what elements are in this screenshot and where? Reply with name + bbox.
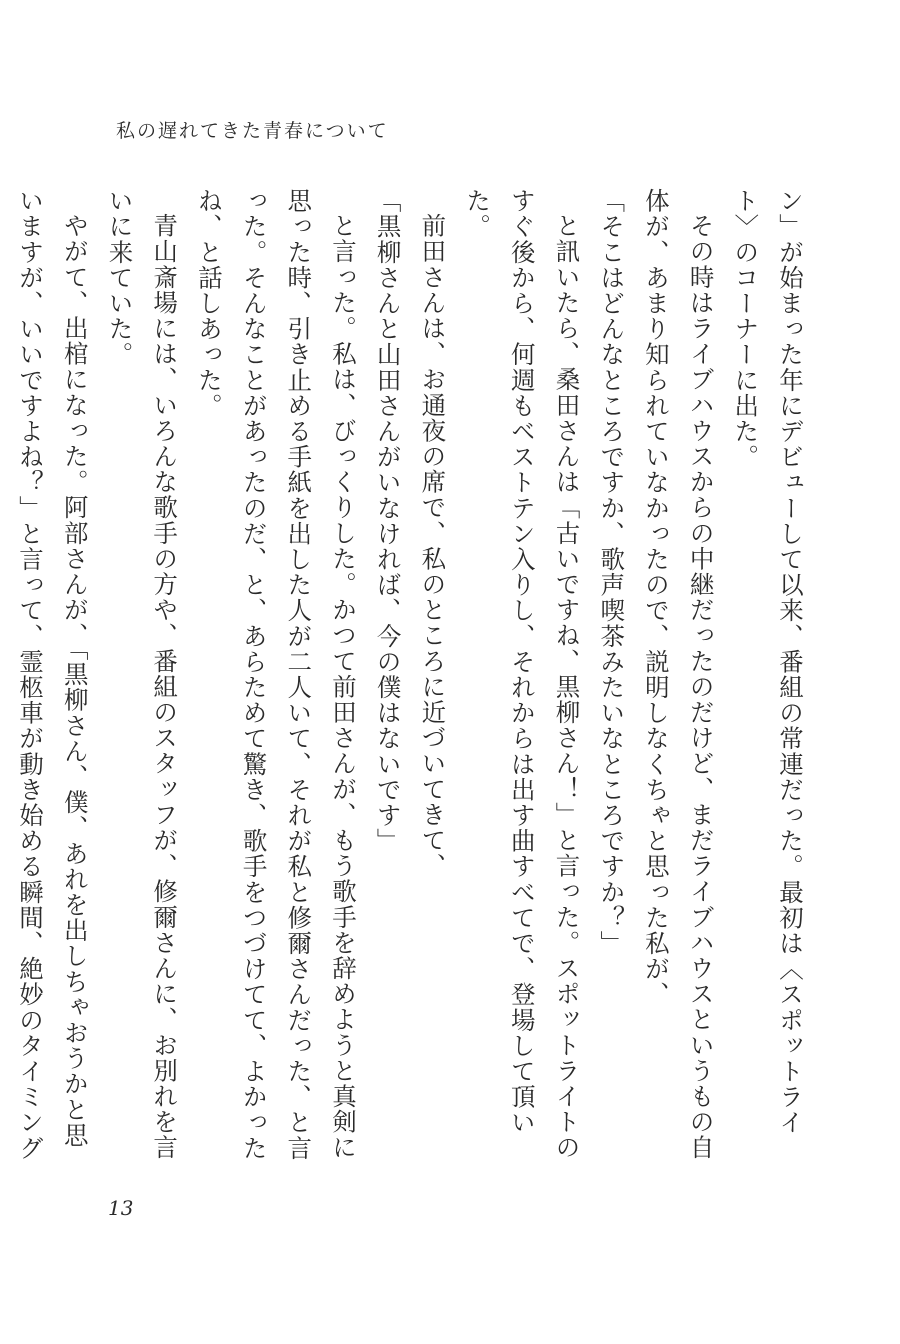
paragraph: と言った。私は、びっくりした。かつて前田さんが、もう歌手を辞めようと真剣に思った時、引き止める手紙を出した人が二人いて、それが私と修爾さんだった、と言った。そんなことがあったのだ、と、あらためて驚き、歌手をつづけてて、よかったね、と話しあった。 [194, 188, 358, 1161]
paragraph: やがて、出棺になった。阿部さんが、「黒柳さん、僕、あれを出しちゃおうかと思いますが、いいですよね？」と言って、霊柩車が動き始める瞬間、絶妙のタイミング [16, 188, 90, 1161]
paragraph: 前田さんは、お通夜の席で、私のところに近づいてきて、 [418, 212, 448, 879]
paragraph: その時はライブハウスからの中継だったのだけど、まだライブハウスというもの自体が、あまり知られていなかったので、説明しなくちゃと思った私が、 [641, 188, 716, 1160]
paragraph: 「そこはどんなところですか、歌声喫茶みたいなところですか？」 [597, 188, 627, 956]
paragraph: 「黒柳さんと山田さんがいなければ、今の僕はないです」 [373, 188, 403, 854]
running-header: 私の遅れてきた青春について [116, 120, 389, 142]
body-text [0, 188, 812, 1164]
page-number: 13 [108, 1196, 134, 1220]
paragraph: と訊いたら、桑田さんは「古いですね、黒柳さん！」と言った。スポットライトのすぐ後から、何週もベストテン入りし、それからは出す曲すべてで、登場して頂いた。 [463, 188, 582, 1160]
paragraph: ン」が始まった年にデビューして以来、番組の常連だった。最初は〈スポットライト〉のコーナーに出た。 [731, 188, 805, 1136]
paragraph: 青山斎場には、いろんな歌手の方や、番組のスタッフが、修爾さんに、お別れを言いに来ていた。 [105, 188, 180, 1160]
